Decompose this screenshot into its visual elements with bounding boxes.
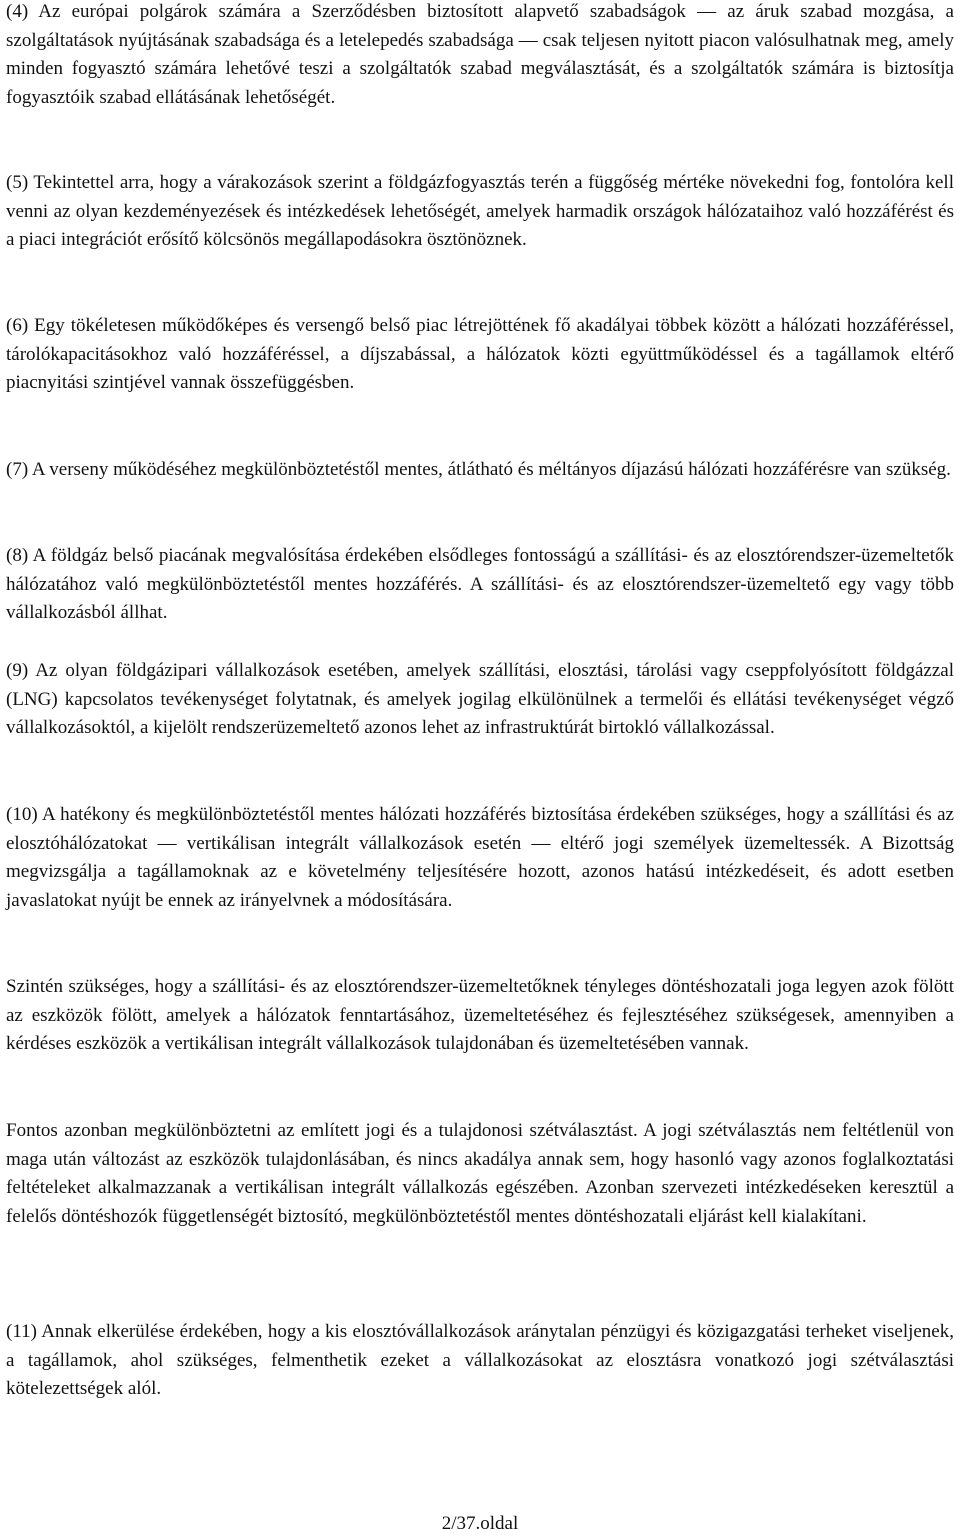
paragraph-6: (6) Egy tökéletesen működőképes és versengő belső piac létrejöttének fő akadályai többek között a hálózati hozzáféréssel, tárolókapacitásokhoz való hozzáféréssel, a díjszabással, a hálózatok közti együttműködéssel és a tagállamok eltérő piacnyitási szintjével vannak összefüggésben. — [6, 315, 954, 394]
paragraph-4: (4) Az európai polgárok számára a Szerződésben biztosított alapvető szabadságok — az áruk szabad mozgása, a szolgáltatások nyújtásának szabadsága és a letelepedés szabadsága — csak teljesen nyitott piacon valósulhatnak meg, amely minden fogyasztó számára lehetővé teszi a szolgáltatók szabad megválasztását, és a szolgáltatók számára is biztosítja fogyasztóik szabad ellátásának lehetőségét. — [6, 1, 954, 109]
paragraph-10: (10) A hatékony és megkülönböztetéstől mentes hálózati hozzáférés biztosítása érdekében szükséges, hogy a szállítási és az elosztóhálózatokat — vertikálisan integrált vállalkozások esetén — eltérő jogi személyek üzemeltessék. A Bizottság megvizsgálja a tagállamoknak az e követelmény teljesítésére hozott, azonos hatású intézkedéseit, és adott esetben javaslatokat nyújt be ennek az irányelvnek a módosítására. — [6, 804, 954, 912]
paragraph-9: (9) Az olyan földgázipari vállalkozások esetében, amelyek szállítási, elosztási, tárolási vagy cseppfolyósított földgázzal (LNG) kapcsolatos tevékenységet folytatnak, és amelyek jogilag elkülönülnek a termelői és ellátási tevékenységet végző vállalkozásoktól, a kijelölt rendszerüzemeltető azonos lehet az infrastruktúrát birtokló vállalkozással. — [6, 660, 954, 739]
paragraph-8: (8) A földgáz belső piacának megvalósítása érdekében elsődleges fontosságú a szállítási- és az elosztórendszer-üzemeltetők hálózatához való megkülönböztetéstől mentes hozzáférés. A szállítási- és az elosztórendszer-üzemeltető egy vagy több vállalkozásból állhat. — [6, 545, 954, 624]
paragraph-7: (7) A verseny működéséhez megkülönböztetéstől mentes, átlátható és méltányos díjazású hálózati hozzáférésre van szükség. — [6, 459, 951, 480]
paragraph-10-continued: Szintén szükséges, hogy a szállítási- és az elosztórendszer-üzemeltetőknek tényleges döntéshozatali joga legyen azok fölött az eszközök fölött, amelyek a hálózatok fenntartásához, üzemeltetéséhez és fejlesztéséhez szükségesek, amennyiben a kérdéses eszközök a vertikálisan integrált vállalkozások tulajdonában és üzemeltetésében vannak. — [6, 976, 954, 1055]
page-number: 2/37.oldal — [441, 1513, 519, 1534]
document-page — [6, 0, 954, 1537]
paragraph-11: (11) Annak elkerülése érdekében, hogy a kis elosztóvállalkozások aránytalan pénzügyi és közigazgatási terheket viseljenek, a tagállamok, ahol szükséges, felmenthetik ezeket a vállalkozásokat az elosztásra vonatkozó jogi szétválasztási kötelezettségek alól. — [6, 1321, 954, 1400]
paragraph-10-separation: Fontos azonban megkülönböztetni az említett jogi és a tulajdonosi szétválasztást. A jogi szétválasztás nem feltétlenül von maga után változást az eszközök tulajdonlásában, és nincs akadálya annak sem, hogy hasonló vagy azonos foglalkoztatási feltételeket alkalmazzanak a vertikálisan integrált vállalkozás egészében. Azonban szervezeti intézkedéseken keresztül a felelős döntéshozók függetlenségét biztosító, megkülönböztetéstől mentes döntéshozatali eljárást kell kialakítani. — [6, 1120, 954, 1228]
paragraph-5: (5) Tekintettel arra, hogy a várakozások szerint a földgázfogyasztás terén a függőség mértéke növekedni fog, fontolóra kell venni az olyan kezdeményezések és intézkedések lehetőségét, amelyek harmadik országok hálózataihoz való hozzáférést és a piaci integrációt erősítő kölcsönös megállapodásokra ösztönöznek. — [6, 172, 954, 251]
